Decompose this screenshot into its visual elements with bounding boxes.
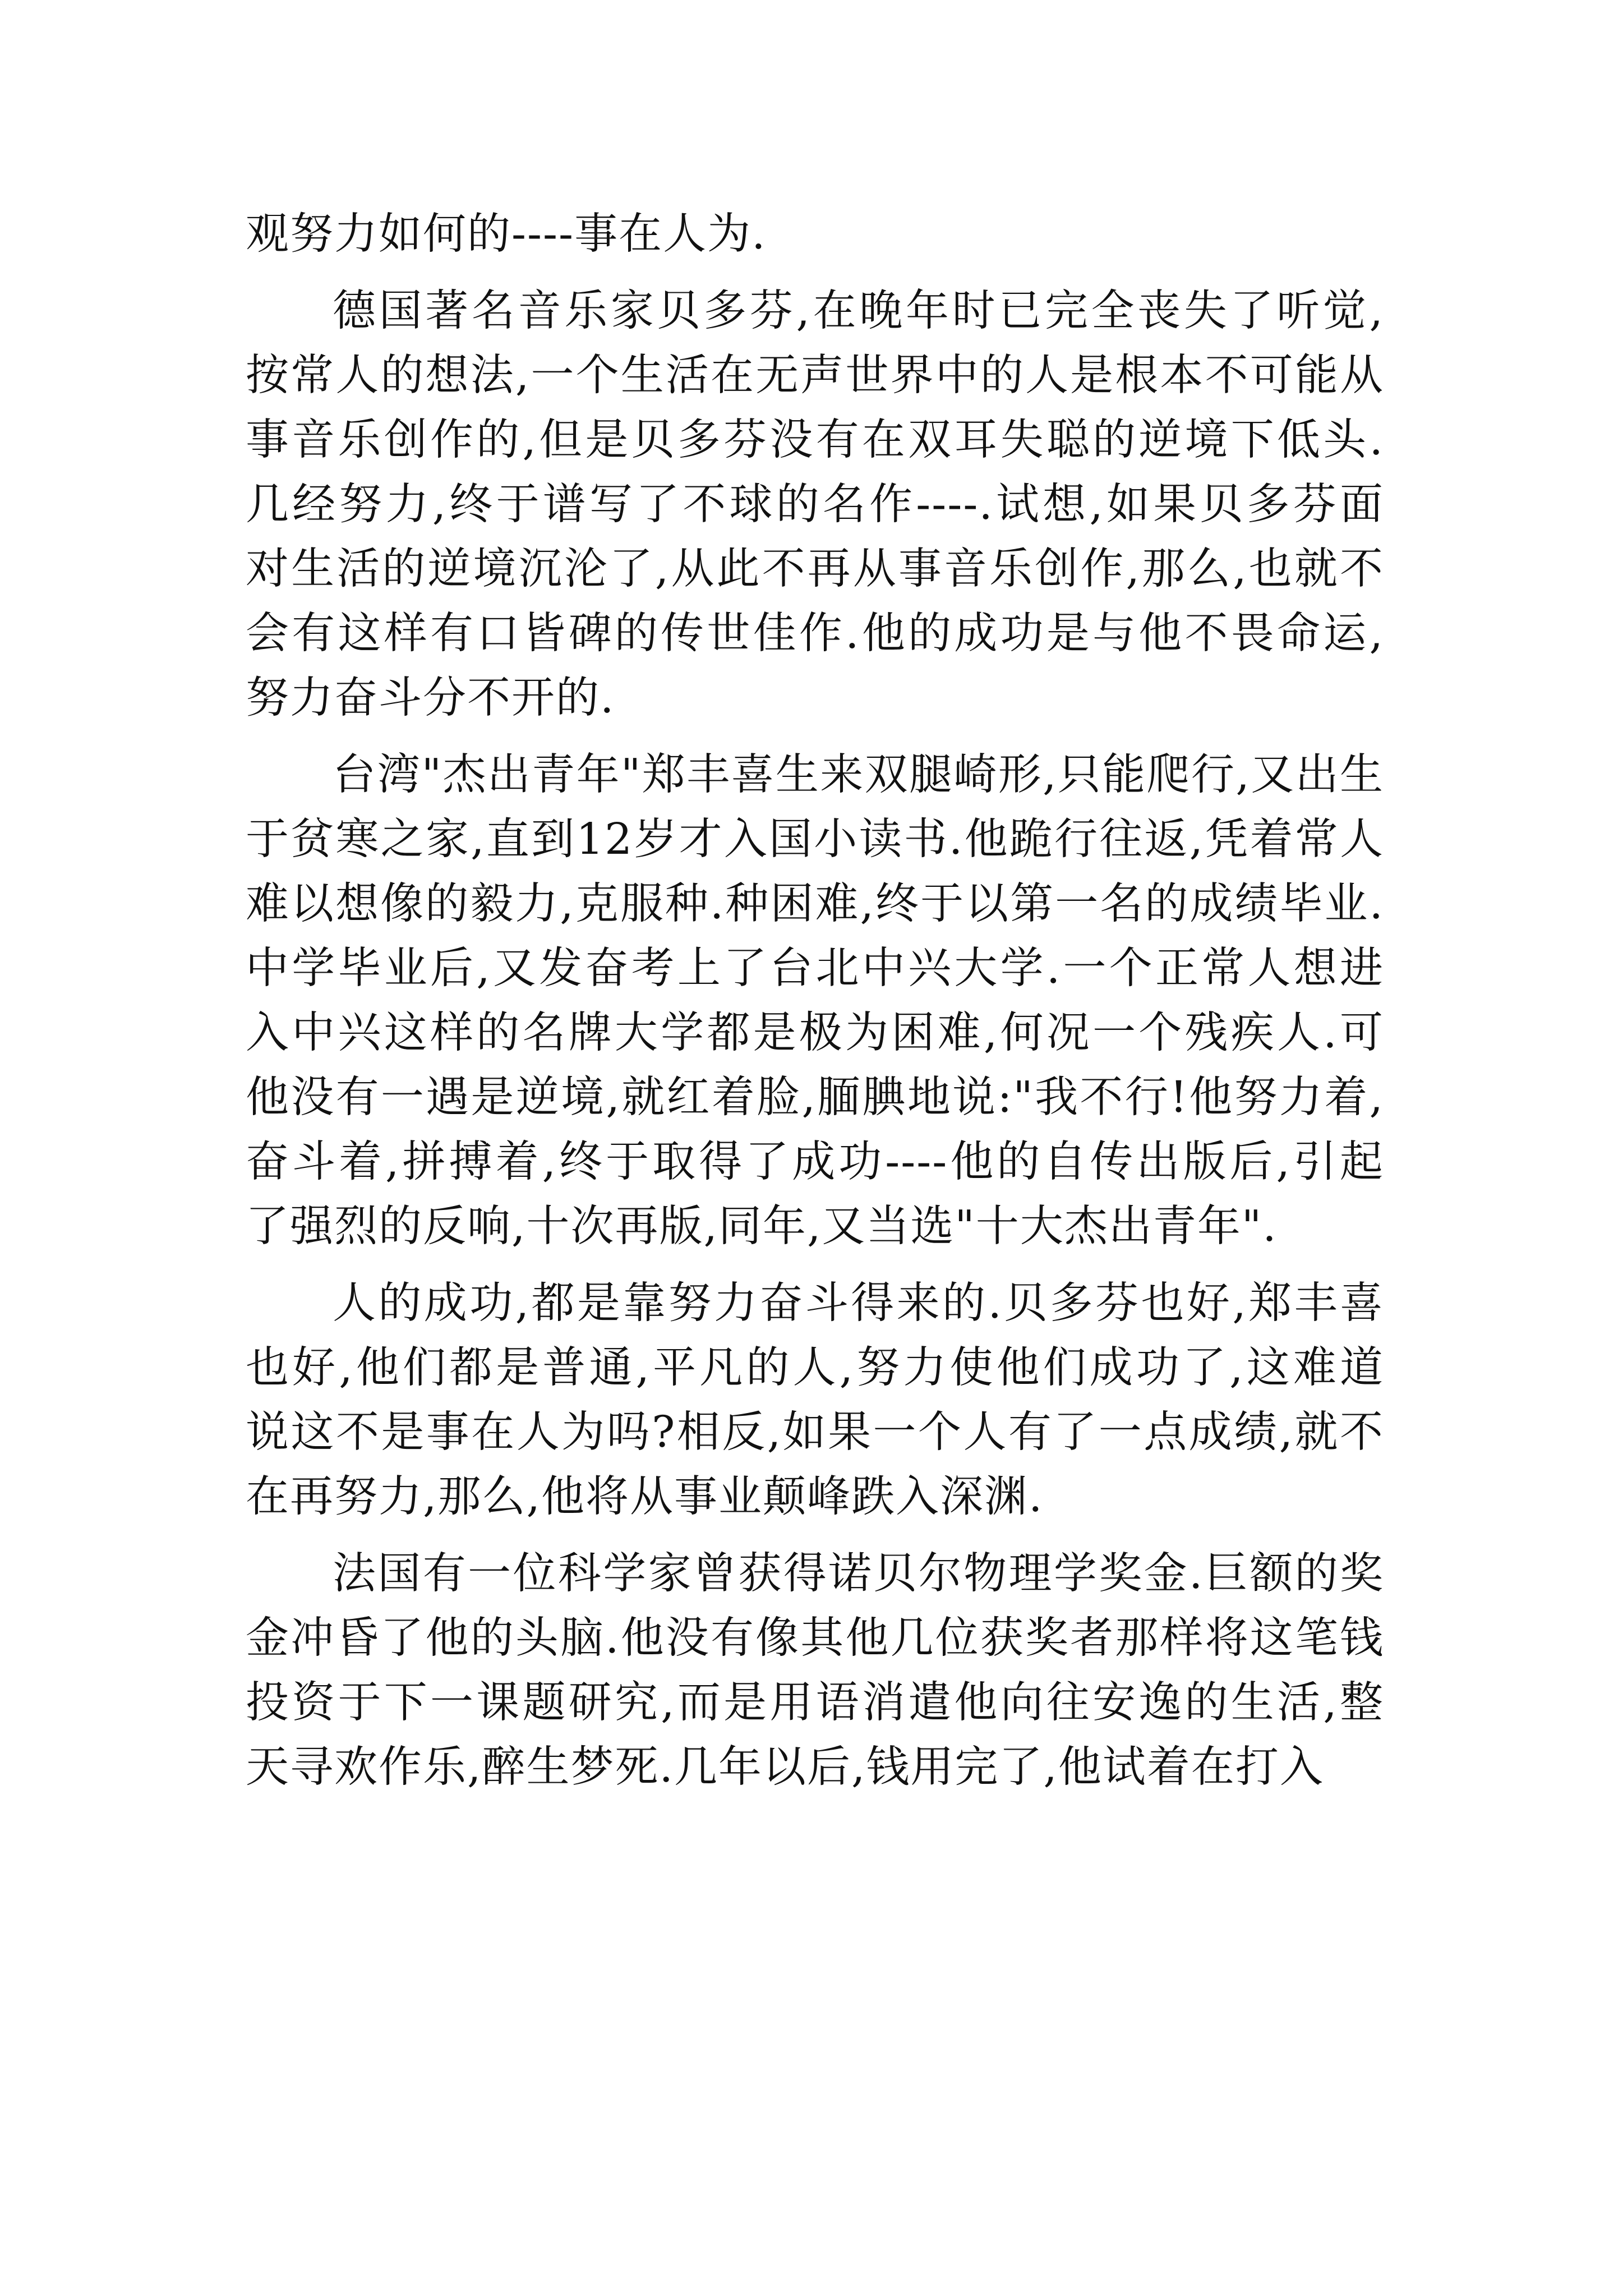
text-line: 法国有一位科学家曾获得诺贝尔物理学奖金.巨额的奖 [333, 1549, 1384, 1599]
text-line: 几经努力,终于谱写了不球的名作----.试想,如果贝多芬面 [246, 480, 1384, 530]
text-line: 了强烈的反响,十次再版,同年,又当选"十大杰出青年". [246, 1202, 1278, 1251]
text-line: 奋斗着,拼搏着,终于取得了成功----他的自传出版后,引起 [246, 1137, 1384, 1187]
text-line: 也好,他们都是普通,平凡的人,努力使他们成功了,这难道 [246, 1343, 1384, 1393]
text-line: 德国著名音乐家贝多芬,在晚年时已完全丧失了听觉, [333, 286, 1384, 336]
text-line: 他没有一遇是逆境,就红着脸,腼腆地说:"我不行!他努力着, [246, 1073, 1384, 1122]
text-line: 会有这样有口皆碑的传世佳作.他的成功是与他不畏命运, [246, 609, 1384, 659]
text-line: 难以想像的毅力,克服种.种困难,终于以第一名的成绩毕业. [246, 879, 1384, 929]
text-line: 中学毕业后,又发奋考上了台北中兴大学.一个正常人想进 [246, 944, 1384, 993]
paragraph-gap [246, 1529, 1384, 1542]
text-line: 人的成功,都是靠努力奋斗得来的.贝多芬也好,郑丰喜 [333, 1278, 1384, 1328]
text-line: 对生活的逆境沉沦了,从此不再从事音乐创作,那么,也就不 [246, 544, 1384, 594]
text-line: 努力奋斗分不开的. [246, 673, 615, 723]
text-line: 天寻欢作乐,醉生梦死.几年以后,钱用完了,他试着在打入 [246, 1742, 1324, 1792]
document-body [246, 202, 1384, 1800]
paragraph-gap [246, 1259, 1384, 1271]
paragraph [246, 743, 1384, 1259]
text-line: 事音乐创作的,但是贝多芬没有在双耳失聪的逆境下低头. [246, 415, 1384, 465]
paragraph [246, 1542, 1384, 1800]
text-line: 在再努力,那么,他将从事业颠峰跌入深渊. [246, 1472, 1044, 1522]
paragraph-gap [246, 730, 1384, 743]
paragraph [246, 202, 1384, 266]
paragraph [246, 1271, 1384, 1529]
text-line: 于贫寒之家,直到12岁才入国小读书.他跪行往返,凭着常人 [246, 815, 1384, 864]
paragraph [246, 279, 1384, 730]
text-line: 入中兴这样的名牌大学都是极为困难,何况一个残疾人.可 [246, 1008, 1384, 1058]
paragraph-gap [246, 266, 1384, 279]
text-line: 按常人的想法,一个生活在无声世界中的人是根本不可能从 [246, 351, 1384, 401]
text-line: 金冲昏了他的头脑.他没有像其他几位获奖者那样将这笔钱 [246, 1613, 1384, 1663]
text-line: 投资于下一课题研究,而是用语消遣他向往安逸的生活,整 [246, 1678, 1384, 1728]
text-line: 观努力如何的----事在人为. [246, 209, 767, 259]
text-line: 说这不是事在人为吗?相反,如果一个人有了一点成绩,就不 [246, 1407, 1384, 1457]
text-line: 台湾"杰出青年"郑丰喜生来双腿崎形,只能爬行,又出生 [333, 750, 1384, 800]
